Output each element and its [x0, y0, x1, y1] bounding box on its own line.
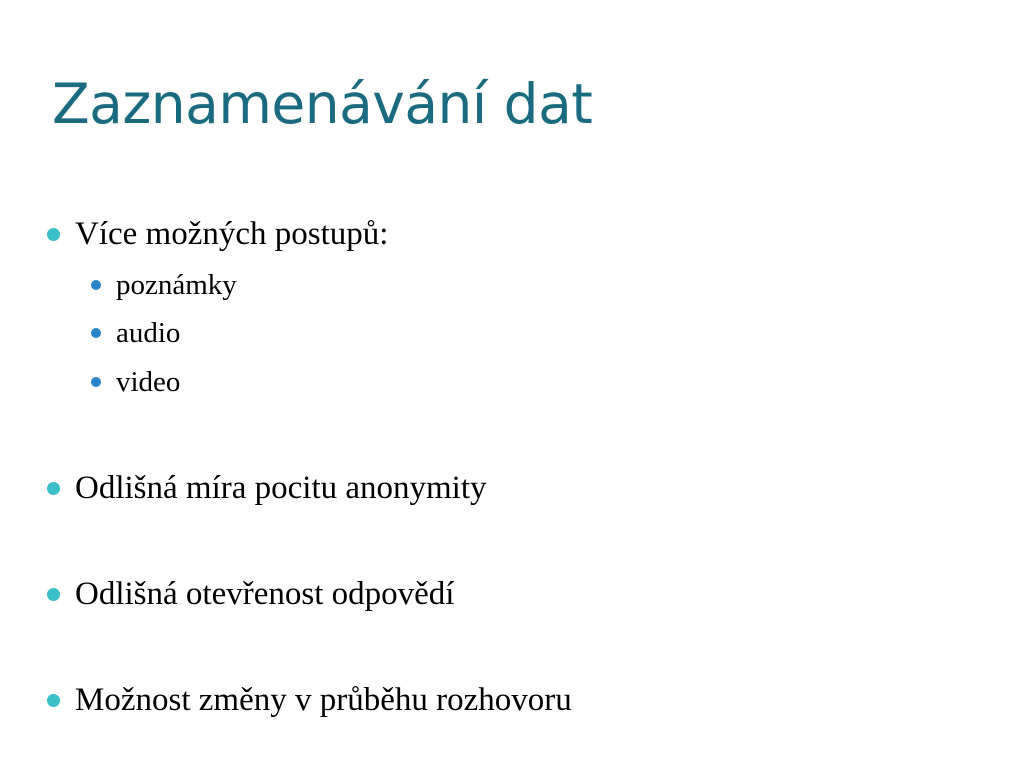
bullet-dot-icon — [47, 228, 60, 241]
bullet-dot-icon — [47, 694, 60, 707]
bullet-text: Více možných postupů: — [75, 216, 389, 252]
sub-bullet-item — [91, 364, 180, 400]
bullet-text: Odlišná otevřenost odpovědí — [75, 576, 455, 612]
sub-bullet-text: audio — [116, 317, 181, 349]
bullet-text: Odlišná míra pocitu anonymity — [75, 470, 487, 506]
sub-bullet-item — [91, 267, 237, 303]
bullet-item — [47, 214, 388, 254]
bullet-item — [47, 468, 487, 508]
bullet-text: Možnost změny v průběhu rozhovoru — [75, 682, 572, 718]
sub-bullet-text: video — [116, 366, 181, 398]
sub-bullet-dot-icon — [91, 328, 101, 338]
bullet-item — [47, 680, 572, 720]
bullet-item — [47, 574, 454, 614]
sub-bullet-dot-icon — [91, 377, 101, 387]
bullet-dot-icon — [47, 588, 60, 601]
bullet-dot-icon — [47, 482, 60, 495]
slide-title: Zaznamenávání dat — [52, 72, 593, 136]
sub-bullet-dot-icon — [91, 280, 101, 290]
sub-bullet-text: poznámky — [116, 269, 237, 301]
sub-bullet-item — [91, 315, 180, 351]
